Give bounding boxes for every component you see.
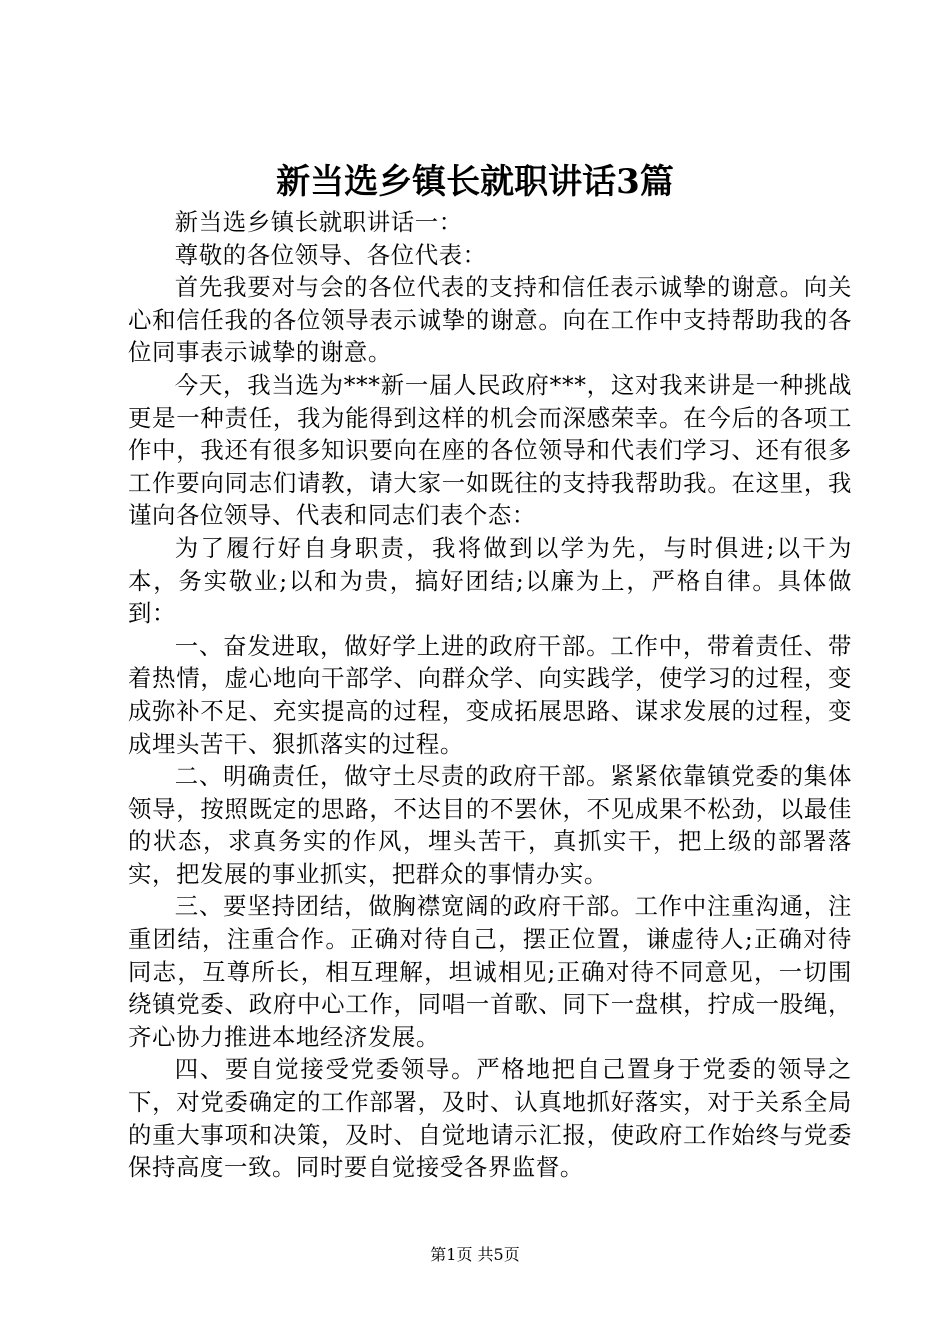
document-body <box>128 206 852 1184</box>
paragraph-point-two: 二、明确责任，做守土尽责的政府干部。紧紧依靠镇党委的集体领导，按照既定的思路，不达目的不罢休，不见成果不松劲，以最佳的状态，求真务实的作风，埋头苦干，真抓实干，把上级的部署落实，把发展的事业抓实，把群众的事情办实。 <box>128 762 852 888</box>
paragraph-thanks: 首先我要对与会的各位代表的支持和信任表示诚挚的谢意。向关心和信任我的各位领导表示诚挚的谢意。向在工作中支持帮助我的各位同事表示诚挚的谢意。 <box>128 273 852 367</box>
paragraph-point-three: 三、要坚持团结，做胸襟宽阔的政府干部。工作中注重沟通，注重团结，注重合作。正确对待自己，摆正位置，谦虚待人;正确对待同志，互尊所长，相互理解，坦诚相见;正确对待不同意见，一切围绕镇党委、政府中心工作，同唱一首歌、同下一盘棋，拧成一股绳，齐心协力推进本地经济发展。 <box>128 892 852 1051</box>
page-footer: 第1页 共5页 <box>430 1245 520 1264</box>
paragraph-point-one: 一、奋发进取，做好学上进的政府干部。工作中，带着责任、带着热情，虚心地向干部学、向群众学、向实践学，使学习的过程，变成弥补不足、充实提高的过程，变成拓展思路、谋求发展的过程，变成埋头苦干、狠抓落实的过程。 <box>128 631 852 758</box>
document-title: 新当选乡镇长就职讲话3篇 <box>276 162 674 202</box>
paragraph-salutation: 尊敬的各位领导、各位代表： <box>174 240 487 269</box>
paragraph-point-four: 四、要自觉接受党委领导。严格地把自己置身于党委的领导之下，对党委确定的工作部署，及时、认真地抓好落实，对于关系全局的重大事项和决策，及时、自觉地请示汇报，使政府工作始终与党委保持高度一致。同时要自觉接受各界监督。 <box>128 1055 852 1182</box>
paragraph-heading: 新当选乡镇长就职讲话一： <box>174 208 463 236</box>
paragraph-duties: 为了履行好自身职责，我将做到以学为先，与时俱进;以干为本，务实敬业;以和为贵，搞好团结;以廉为上，严格自律。具体做到： <box>128 533 852 628</box>
paragraph-today: 今天，我当选为***新一届人民政府***，这对我来讲是一种挑战更是一种责任，我为能得到这样的机会而深感荣幸。在今后的各项工作中，我还有很多知识要向在座的各位领导和代表们学习、还有很多工作要向同志们请教，请大家一如既往的支持我帮助我。在这里，我谨向各位领导、代表和同志们表个态： <box>128 370 852 530</box>
